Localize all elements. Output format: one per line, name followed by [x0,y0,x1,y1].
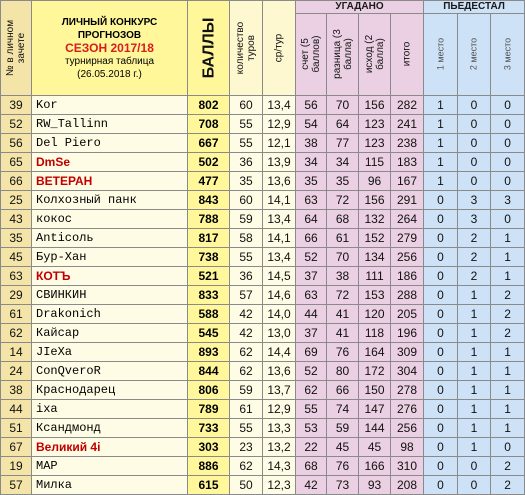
total-cell: 291 [391,191,424,210]
table-row [1,229,525,248]
tours-cell: 35 [230,172,263,191]
total-cell: 309 [391,343,424,362]
podium-group-header: ПЬЕДЕСТАЛ [424,1,525,14]
score-column-header: БАЛЛЫ [188,1,230,96]
total-cell: 310 [391,457,424,476]
total-cell: 264 [391,210,424,229]
second-place-cell: 0 [458,476,491,495]
tours-cell: 57 [230,286,263,305]
total-cell: 186 [391,267,424,286]
first-place-cell: 1 [424,134,458,153]
tours-cell: 62 [230,362,263,381]
diff-column-header: разница (3 балла) [327,13,359,95]
outcome-cell: 93 [359,476,391,495]
first-place-cell: 0 [424,476,458,495]
second-place-cell: 0 [458,172,491,191]
outcome-cell: 115 [359,153,391,172]
avg-cell: 13,4 [263,210,296,229]
third-place-cell: 1 [491,362,525,381]
avg-cell: 12,9 [263,115,296,134]
diff-cell: 45 [327,438,359,457]
total-cell: 196 [391,324,424,343]
avg-column-header: ср/тур [263,1,296,96]
avg-cell: 13,9 [263,153,296,172]
first-place-cell: 0 [424,267,458,286]
tours-cell: 59 [230,210,263,229]
title-line-1: ЛИЧНЫЙ КОНКУРС [61,16,158,28]
second-place-cell: 1 [458,362,491,381]
table-row [1,381,525,400]
exact-cell: 37 [296,324,327,343]
outcome-cell: 150 [359,381,391,400]
diff-cell: 80 [327,362,359,381]
rank-cell: 65 [1,153,32,172]
outcome-cell: 156 [359,96,391,115]
total-cell: 183 [391,153,424,172]
player-name-cell: Kor [32,96,188,115]
second-place-cell: 1 [458,324,491,343]
table-row [1,457,525,476]
diff-cell: 41 [327,305,359,324]
avg-cell: 13,6 [263,172,296,191]
total-cell: 256 [391,248,424,267]
tours-cell: 55 [230,248,263,267]
first-place-cell: 0 [424,229,458,248]
rank-cell: 45 [1,248,32,267]
diff-cell: 38 [327,267,359,286]
outcome-cell: 134 [359,248,391,267]
outcome-cell: 172 [359,362,391,381]
contest-title [32,1,188,96]
outcome-cell: 153 [359,286,391,305]
avg-cell: 13,4 [263,96,296,115]
third-place-cell: 2 [491,286,525,305]
score-cell: 843 [188,191,230,210]
title-line-2: ПРОГНОЗОВ [77,29,142,41]
first-place-cell: 0 [424,305,458,324]
outcome-cell: 147 [359,400,391,419]
total-cell: 278 [391,381,424,400]
score-cell: 303 [188,438,230,457]
first-place-cell: 0 [424,210,458,229]
third-place-cell: 1 [491,400,525,419]
second-place-cell: 2 [458,267,491,286]
diff-cell: 61 [327,229,359,248]
second-place-cell: 2 [458,229,491,248]
player-name-cell: JIeXa [32,343,188,362]
tours-cell: 62 [230,343,263,362]
second-place-cell: 0 [458,153,491,172]
exact-cell: 63 [296,191,327,210]
exact-cell: 62 [296,381,327,400]
table-row [1,400,525,419]
diff-cell: 77 [327,134,359,153]
outcome-cell: 111 [359,267,391,286]
rank-cell: 56 [1,134,32,153]
exact-cell: 54 [296,115,327,134]
player-name-cell: Колхозный панк [32,191,188,210]
outcome-cell: 156 [359,191,391,210]
third-place-column-header: 3 место [491,13,525,95]
exact-cell: 56 [296,96,327,115]
exact-column-header: счет (5 баллов) [296,13,327,95]
table-row [1,476,525,495]
diff-cell: 66 [327,381,359,400]
player-name-cell: Милка [32,476,188,495]
second-place-cell: 1 [458,438,491,457]
exact-cell: 37 [296,267,327,286]
player-name-cell: КОТЪ [32,267,188,286]
rank-cell: 24 [1,362,32,381]
exact-cell: 64 [296,210,327,229]
table-row [1,438,525,457]
score-cell: 615 [188,476,230,495]
avg-cell: 13,3 [263,419,296,438]
tours-cell: 36 [230,153,263,172]
exact-cell: 34 [296,153,327,172]
avg-cell: 12,1 [263,134,296,153]
first-place-cell: 1 [424,153,458,172]
score-cell: 886 [188,457,230,476]
table-row [1,134,525,153]
rank-cell: 62 [1,324,32,343]
table-row [1,210,525,229]
table-row [1,96,525,115]
diff-cell: 70 [327,248,359,267]
outcome-cell: 152 [359,229,391,248]
avg-cell: 13,0 [263,324,296,343]
rank-cell: 38 [1,381,32,400]
score-cell: 733 [188,419,230,438]
avg-cell: 13,6 [263,362,296,381]
rank-cell: 57 [1,476,32,495]
avg-cell: 14,4 [263,343,296,362]
second-place-cell: 1 [458,381,491,400]
rank-cell: 44 [1,400,32,419]
diff-cell: 76 [327,457,359,476]
diff-cell: 70 [327,96,359,115]
total-cell: 282 [391,96,424,115]
player-name-cell: Drakonich [32,305,188,324]
score-cell: 806 [188,381,230,400]
diff-cell: 73 [327,476,359,495]
score-cell: 817 [188,229,230,248]
second-place-cell: 2 [458,248,491,267]
second-place-cell: 0 [458,96,491,115]
first-place-cell: 0 [424,248,458,267]
outcome-cell: 166 [359,457,391,476]
first-place-cell: 1 [424,96,458,115]
exact-cell: 69 [296,343,327,362]
player-name-cell: ВЕТЕРАН [32,172,188,191]
exact-cell: 44 [296,305,327,324]
rank-cell: 66 [1,172,32,191]
third-place-cell: 2 [491,476,525,495]
table-row [1,419,525,438]
exact-cell: 42 [296,476,327,495]
player-name-cell: Anticoль [32,229,188,248]
total-cell: 208 [391,476,424,495]
rank-column-header: № в личном зачете [1,1,32,96]
table-row [1,191,525,210]
diff-cell: 76 [327,343,359,362]
total-column-header: итого [391,13,424,95]
table-row [1,305,525,324]
first-place-cell: 0 [424,191,458,210]
first-place-cell: 0 [424,438,458,457]
first-place-cell: 0 [424,324,458,343]
third-place-cell: 1 [491,343,525,362]
total-cell: 288 [391,286,424,305]
table-row [1,172,525,191]
tours-cell: 61 [230,400,263,419]
table-row [1,153,525,172]
third-place-cell: 1 [491,419,525,438]
third-place-cell: 0 [491,96,525,115]
score-cell: 802 [188,96,230,115]
rank-cell: 25 [1,191,32,210]
first-place-column-header: 1 место [424,13,458,95]
third-place-cell: 2 [491,324,525,343]
score-cell: 789 [188,400,230,419]
first-place-cell: 1 [424,172,458,191]
tours-column-header: количество туров [230,1,263,96]
score-cell: 588 [188,305,230,324]
second-place-cell: 1 [458,305,491,324]
tours-cell: 36 [230,267,263,286]
rank-cell: 61 [1,305,32,324]
first-place-cell: 0 [424,381,458,400]
table-row [1,248,525,267]
guessed-group-header: УГАДАНО [296,1,424,14]
score-cell: 738 [188,248,230,267]
exact-cell: 68 [296,457,327,476]
table-row [1,362,525,381]
total-cell: 167 [391,172,424,191]
tours-cell: 60 [230,96,263,115]
tours-cell: 55 [230,134,263,153]
exact-cell: 63 [296,286,327,305]
tours-cell: 42 [230,324,263,343]
rank-cell: 14 [1,343,32,362]
score-cell: 833 [188,286,230,305]
rank-cell: 63 [1,267,32,286]
avg-cell: 14,6 [263,286,296,305]
third-place-cell: 1 [491,229,525,248]
total-cell: 205 [391,305,424,324]
score-cell: 844 [188,362,230,381]
exact-cell: 53 [296,419,327,438]
rank-cell: 19 [1,457,32,476]
avg-cell: 12,9 [263,400,296,419]
player-name-cell: Ксандмонд [32,419,188,438]
table-row [1,343,525,362]
avg-cell: 14,0 [263,305,296,324]
tours-cell: 55 [230,419,263,438]
avg-cell: 14,5 [263,267,296,286]
second-place-cell: 0 [458,457,491,476]
second-place-cell: 0 [458,134,491,153]
score-cell: 667 [188,134,230,153]
table-date: (26.05.2018 г.) [77,68,142,80]
table-row [1,115,525,134]
outcome-cell: 96 [359,172,391,191]
player-name-cell: RW_Tallinn [32,115,188,134]
exact-cell: 52 [296,248,327,267]
score-cell: 521 [188,267,230,286]
avg-cell: 14,1 [263,229,296,248]
score-cell: 708 [188,115,230,134]
second-place-cell: 1 [458,400,491,419]
first-place-cell: 0 [424,362,458,381]
third-place-cell: 0 [491,172,525,191]
score-cell: 893 [188,343,230,362]
total-cell: 304 [391,362,424,381]
table-row [1,286,525,305]
exact-cell: 22 [296,438,327,457]
tours-cell: 50 [230,476,263,495]
tours-cell: 55 [230,115,263,134]
avg-cell: 13,7 [263,381,296,400]
outcome-cell: 144 [359,419,391,438]
outcome-cell: 164 [359,343,391,362]
rank-cell: 51 [1,419,32,438]
outcome-cell: 123 [359,134,391,153]
score-cell: 502 [188,153,230,172]
second-place-cell: 3 [458,210,491,229]
second-place-column-header: 2 место [458,13,491,95]
diff-cell: 72 [327,286,359,305]
diff-cell: 64 [327,115,359,134]
third-place-cell: 0 [491,134,525,153]
player-name-cell: Кайсар [32,324,188,343]
player-name-cell: ConQveroR [32,362,188,381]
third-place-cell: 2 [491,457,525,476]
outcome-cell: 120 [359,305,391,324]
player-name-cell: ixa [32,400,188,419]
avg-cell: 13,2 [263,438,296,457]
first-place-cell: 1 [424,115,458,134]
exact-cell: 35 [296,172,327,191]
tours-cell: 23 [230,438,263,457]
rank-cell: 29 [1,286,32,305]
first-place-cell: 0 [424,286,458,305]
first-place-cell: 0 [424,400,458,419]
rank-cell: 39 [1,96,32,115]
second-place-cell: 1 [458,286,491,305]
total-cell: 241 [391,115,424,134]
score-cell: 788 [188,210,230,229]
total-cell: 279 [391,229,424,248]
third-place-cell: 0 [491,115,525,134]
player-name-cell: МАР [32,457,188,476]
tours-cell: 59 [230,381,263,400]
player-name-cell: Бур-Хан [32,248,188,267]
table-row [1,267,525,286]
rank-cell: 67 [1,438,32,457]
third-place-cell: 0 [491,210,525,229]
third-place-cell: 1 [491,248,525,267]
avg-cell: 12,3 [263,476,296,495]
exact-cell: 52 [296,362,327,381]
player-name-cell: Del Piero [32,134,188,153]
standings-rows [1,96,525,495]
exact-cell: 38 [296,134,327,153]
outcome-column-header: исход (2 балла) [359,13,391,95]
third-place-cell: 1 [491,381,525,400]
outcome-cell: 123 [359,115,391,134]
third-place-cell: 0 [491,438,525,457]
subtitle: турнирная таблица [64,55,155,67]
score-cell: 477 [188,172,230,191]
diff-cell: 72 [327,191,359,210]
diff-cell: 59 [327,419,359,438]
diff-cell: 41 [327,324,359,343]
third-place-cell: 0 [491,153,525,172]
diff-cell: 68 [327,210,359,229]
outcome-cell: 132 [359,210,391,229]
diff-cell: 74 [327,400,359,419]
first-place-cell: 0 [424,457,458,476]
rank-cell: 43 [1,210,32,229]
player-name-cell: СВИНКИН [32,286,188,305]
avg-cell: 13,4 [263,248,296,267]
tours-cell: 60 [230,191,263,210]
outcome-cell: 118 [359,324,391,343]
table-row [1,324,525,343]
total-cell: 276 [391,400,424,419]
avg-cell: 14,1 [263,191,296,210]
player-name-cell: кокос [32,210,188,229]
second-place-cell: 1 [458,419,491,438]
second-place-cell: 0 [458,115,491,134]
score-cell: 545 [188,324,230,343]
rank-cell: 52 [1,115,32,134]
third-place-cell: 1 [491,267,525,286]
player-name-cell: Великий 4i [32,438,188,457]
outcome-cell: 45 [359,438,391,457]
exact-cell: 66 [296,229,327,248]
rank-cell: 35 [1,229,32,248]
exact-cell: 55 [296,400,327,419]
tours-cell: 58 [230,229,263,248]
season-label: СЕЗОН 2017/18 [65,40,154,55]
tours-cell: 42 [230,305,263,324]
diff-cell: 34 [327,153,359,172]
player-name-cell: DmSe [32,153,188,172]
total-cell: 256 [391,419,424,438]
avg-cell: 14,3 [263,457,296,476]
first-place-cell: 0 [424,343,458,362]
total-cell: 238 [391,134,424,153]
tours-cell: 62 [230,457,263,476]
first-place-cell: 0 [424,419,458,438]
player-name-cell: Краснодарец [32,381,188,400]
second-place-cell: 1 [458,343,491,362]
third-place-cell: 3 [491,191,525,210]
second-place-cell: 3 [458,191,491,210]
total-cell: 98 [391,438,424,457]
third-place-cell: 2 [491,305,525,324]
diff-cell: 35 [327,172,359,191]
